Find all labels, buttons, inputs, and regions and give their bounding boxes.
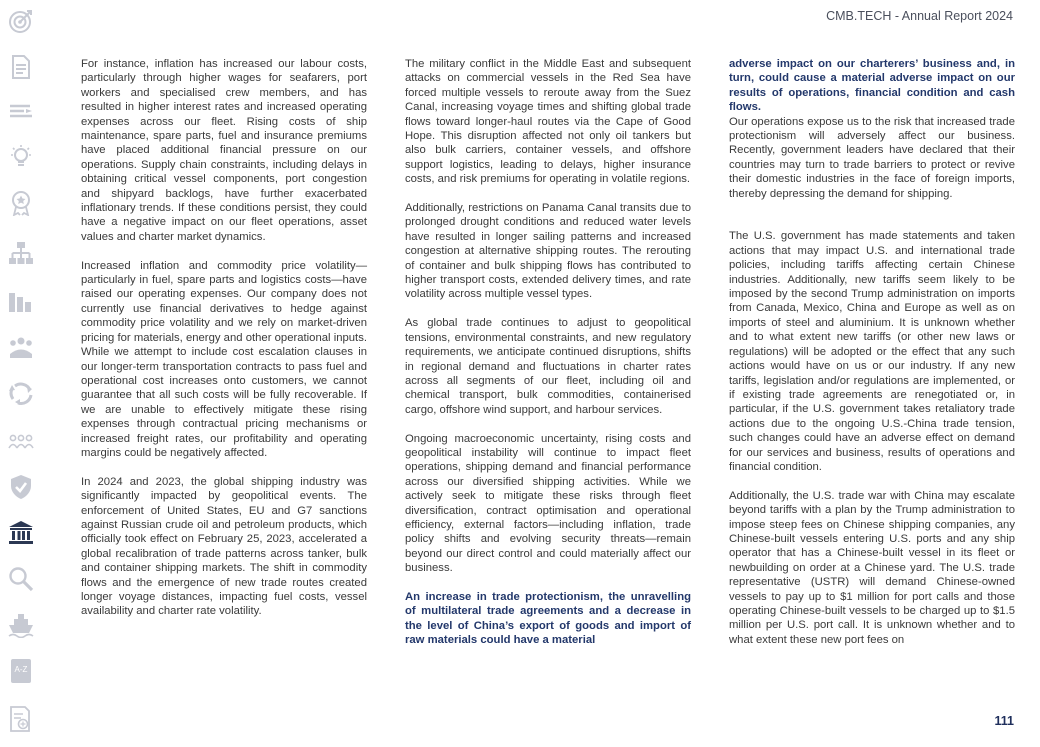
shield-check-icon[interactable]: [8, 474, 34, 500]
paragraph: In 2024 and 2023, the global shipping industry was significantly impacted by geopolitical events. The enforcement of United States, EU and G7 sanctions against Russian crude oil and petroleum products, which officially took effect on February 25, 2023, accelerated a global recalibration of trade patterns across tanker, bulk and container shipping markets. The shift in commodity flows and the emergence of new trade routes created longer voyage distances, impacting fuel costs, vessel availability and charter rate volatility.: [81, 475, 367, 618]
bank-icon[interactable]: [8, 520, 34, 546]
text-column-1: [81, 57, 367, 633]
people-icon[interactable]: [8, 428, 34, 454]
paragraph: For instance, inflation has increased our labour costs, particularly through higher wages for seafarers, port workers and specialised crew members, and has resulted in higher interest rates and increased operating expenses across our fleet. Rising costs of ship maintenance, spare parts, fuel and insurance premiums have placed additional financial pressure on our operations. Supply chain constraints, including delays in obtaining critical vessel components, port congestion and shipyard backlogs, have further exacerbated inflationary trends. If these conditions persist, they could have a negative impact on our fleet operations, asset values and charter market dynamics.: [81, 58, 367, 243]
lines-icon[interactable]: [8, 98, 34, 124]
ship-icon[interactable]: [8, 612, 34, 638]
search-icon[interactable]: [8, 566, 34, 592]
paragraph: Additionally, the U.S. trade war with China may escalate beyond tariffs with a plan by the Trump administration to impose steep fees on Chinese shipping companies, any Chinese-built vessels entering U.S. ports and any ship operator that has a Chinese-built vessel in its fleet or newbuilding on order at a Chinese yard. The U.S. trade representative (USTR) will demand Chinese-owned vessels to pay up to $1 million for port calls and those operating Chinese-built vessels to be charged up to $1.5 million per U.S. port call. It is unknown whether and to what extent these new port fees on: [729, 489, 1015, 646]
glossary-label: A-Z: [14, 665, 28, 674]
target-icon[interactable]: [8, 8, 34, 34]
paragraph: The U.S. government has made statements and taken actions that may impact U.S. and international trade policies, including tariffs affecting certain Chinese industries. Additionally, new tariffs seem likely to be imposed by the second Trump administration on imports from Canada, Mexico, China and Europe as well as on imports of steel and aluminium. It is unknown whether and to what extent new tariffs (or other new laws or regulations) will be adopted or the effect that any such actions would have on us or our industry. If any new tariffs, legislation and/or regulations are implemented, or if existing trade agreements are renegotiated or, in particular, if the U.S. government takes retaliatory trade actions due to the ongoing U.S.-China trade tension, such changes could have an adverse effect on demand for our services and business, results of operations and financial condition.: [729, 230, 1015, 473]
award-icon[interactable]: [8, 190, 34, 216]
page-number: 111: [994, 714, 1014, 728]
lightbulb-icon[interactable]: [8, 144, 34, 170]
org-chart-icon[interactable]: [8, 240, 34, 266]
document-icon[interactable]: [8, 54, 34, 80]
bar-chart-icon[interactable]: [8, 288, 34, 314]
text-column-3: [729, 57, 1015, 662]
glossary-icon[interactable]: [8, 658, 34, 684]
section-heading-continued: adverse impact on our charterers’ business and, in turn, could cause a material adverse impact on our results of operations, financial condition and cash flows.: [729, 58, 1015, 114]
text-column-2: [405, 57, 691, 662]
section-heading: An increase in trade protectionism, the unravelling of multilateral trade agreements and a decrease in the level of China’s export of goods and import of raw materials could have a material: [405, 590, 691, 647]
certificate-icon[interactable]: [8, 706, 34, 732]
paragraph: Increased inflation and commodity price volatility—particularly in fuel, spare parts and logistics costs—have raised our operating expenses. Our company does not currently use financial derivatives to hedge against commodity price volatility and we rely on market-driven pricing for materials, energy and other operational inputs. While we attempt to include cost escalation clauses in our longer-term transportation contracts to pass fuel and operational cost increases onto customers, we cannot guarantee that all such costs will be fully recoverable. If we are unable to effectively mitigate these rising expenses through contractual pricing mechanisms or increased freight rates, our profitability and operating margins could be negatively affected.: [81, 259, 367, 459]
group-icon[interactable]: [8, 334, 34, 360]
paragraph: As global trade continues to adjust to geopolitical tensions, environmental constraints, and new regulatory requirements, we anticipate continued disruptions, shifts in regional demand and fluctuations in charter rates across all segments of our fleet, including oil and chemical transport, bulk commodities, containerised cargo, offshore wind support, and harbour services.: [405, 317, 691, 416]
paragraph: Additionally, restrictions on Panama Canal transits due to prolonged drought conditions and reduced water levels have resulted in longer sailing patterns and increased congestion at alternative shipping routes. The rerouting of container and bulk shipping flows has contributed to higher transport costs, extended delivery times, and rate volatility across multiple vessel types.: [405, 202, 691, 301]
recycle-icon[interactable]: [8, 380, 34, 406]
paragraph: Our operations expose us to the risk that increased trade protectionism will adversely affect our business. Recently, government leaders have declared that their countries may turn to trade barriers to protect or revive their domestic industries in the face of foreign imports, thereby depressing the demand for shipping.: [729, 115, 1015, 200]
paragraph: Ongoing macroeconomic uncertainty, rising costs and geopolitical instability will continue to impact fleet operations, shipping demand and financial performance across our diversified shipping activities. While we actively seek to mitigate these risks through fleet diversification, contract optimisation and operational efficiency, external factors—including inflation, trade policy shifts and evolving security threats—remain beyond our direct control and could materially affect our business.: [405, 432, 691, 575]
paragraph: The military conflict in the Middle East and subsequent attacks on commercial vessels in the Red Sea have forced multiple vessels to reroute away from the Suez Canal, increasing voyage times and shifting global trade flows toward longer-haul routes via the Cape of Good Hope. This disruption affected not only oil tankers but also bulk carriers, container vessels, and offshore support logistics, leading to delays, higher insurance costs, and risk premiums for operating in volatile regions.: [405, 58, 691, 186]
sidebar-nav: [0, 0, 44, 747]
report-title: CMB.TECH - Annual Report 2024: [826, 9, 1013, 23]
